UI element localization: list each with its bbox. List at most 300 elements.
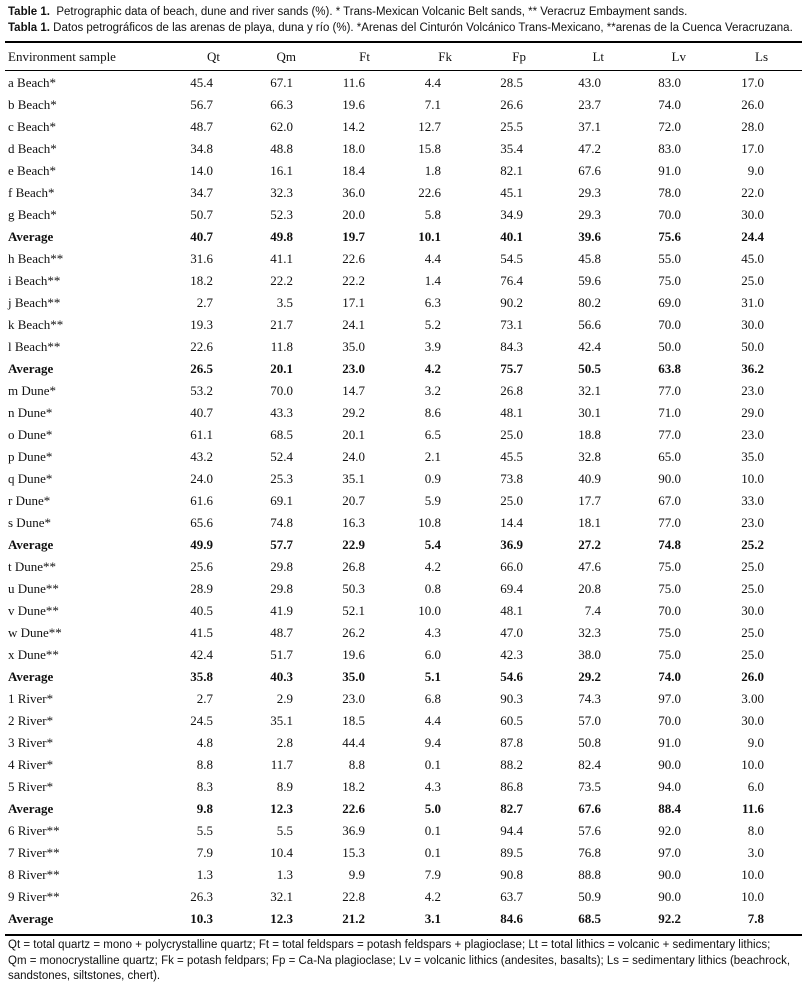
cell-ft: 36.9 xyxy=(342,823,365,838)
cell-environment-sample: u Dune** xyxy=(8,581,59,596)
table-row xyxy=(5,380,802,402)
cell-fp: 54.6 xyxy=(500,669,523,684)
cell-ft: 35.0 xyxy=(342,669,365,684)
cell-qm: 5.5 xyxy=(276,823,293,838)
cell-fk: 10.0 xyxy=(418,603,441,618)
table-row xyxy=(5,864,802,886)
cell-ls: 30.0 xyxy=(741,207,764,222)
cell-qt: 65.6 xyxy=(190,515,213,530)
cell-ls: 30.0 xyxy=(741,713,764,728)
cell-qm: 41.9 xyxy=(270,603,293,618)
cell-lt: 32.3 xyxy=(578,625,601,640)
cell-ft: 50.3 xyxy=(342,581,365,596)
cell-fp: 89.5 xyxy=(500,845,523,860)
cell-ls: 25.0 xyxy=(741,625,764,640)
cell-lv: 78.0 xyxy=(658,185,681,200)
cell-qt: 61.1 xyxy=(190,427,213,442)
cell-lt: 76.8 xyxy=(578,845,601,860)
cell-ft: 9.9 xyxy=(348,867,365,882)
cell-environment-sample: c Beach* xyxy=(8,119,57,134)
cell-ls: 10.0 xyxy=(741,757,764,772)
table-row xyxy=(5,468,802,490)
cell-lv: 90.0 xyxy=(658,757,681,772)
cell-environment-sample: 4 River* xyxy=(8,757,54,772)
cell-padding xyxy=(764,842,802,864)
cell-ls: 25.0 xyxy=(741,273,764,288)
cell-qt: 10.3 xyxy=(190,911,213,926)
cell-ls: 11.6 xyxy=(741,801,764,816)
cell-environment-sample: Average xyxy=(8,911,54,926)
cell-fk: 4.2 xyxy=(424,559,441,574)
cell-environment-sample: g Beach* xyxy=(8,207,57,222)
table-row xyxy=(5,644,802,666)
cell-lv: 67.0 xyxy=(658,493,681,508)
cell-lt: 37.1 xyxy=(578,119,601,134)
cell-lt: 56.6 xyxy=(578,317,601,332)
table-row xyxy=(5,446,802,468)
cell-lt: 73.5 xyxy=(578,779,601,794)
cell-lv: 70.0 xyxy=(658,713,681,728)
cell-ft: 20.0 xyxy=(342,207,365,222)
average-row xyxy=(5,226,802,248)
cell-lv: 70.0 xyxy=(658,603,681,618)
cell-lv: 92.2 xyxy=(658,911,681,926)
cell-fp: 69.4 xyxy=(500,581,523,596)
cell-lt: 32.8 xyxy=(578,449,601,464)
cell-ls: 8.0 xyxy=(747,823,764,838)
cell-lt: 82.4 xyxy=(578,757,601,772)
cell-ls: 25.0 xyxy=(741,581,764,596)
cell-environment-sample: m Dune* xyxy=(8,383,57,398)
cell-fk: 3.1 xyxy=(424,911,441,926)
cell-fk: 0.8 xyxy=(424,581,441,596)
cell-ls: 10.0 xyxy=(741,471,764,486)
cell-padding xyxy=(764,864,802,886)
cell-qm: 21.7 xyxy=(270,317,293,332)
cell-qm: 11.8 xyxy=(270,339,293,354)
cell-ls: 35.0 xyxy=(741,449,764,464)
table-row xyxy=(5,94,802,116)
cell-environment-sample: 3 River* xyxy=(8,735,54,750)
cell-environment-sample: a Beach* xyxy=(8,75,57,90)
table-footnote xyxy=(8,938,800,985)
cell-qm: 51.7 xyxy=(270,647,293,662)
table-row xyxy=(5,622,802,644)
cell-padding xyxy=(764,160,802,182)
cell-environment-sample: 1 River* xyxy=(8,691,54,706)
table-row xyxy=(5,512,802,534)
cell-padding xyxy=(764,72,802,94)
cell-ft: 19.7 xyxy=(342,229,365,244)
cell-ls: 17.0 xyxy=(741,141,764,156)
cell-padding xyxy=(764,358,802,380)
cell-lt: 59.6 xyxy=(578,273,601,288)
cell-fk: 6.5 xyxy=(424,427,441,442)
cell-lt: 57.6 xyxy=(578,823,601,838)
cell-lv: 50.0 xyxy=(658,339,681,354)
cell-qm: 12.3 xyxy=(270,801,293,816)
cell-lt: 40.9 xyxy=(578,471,601,486)
cell-ls: 36.2 xyxy=(741,361,764,376)
cell-fp: 60.5 xyxy=(500,713,523,728)
cell-padding xyxy=(764,776,802,798)
cell-fp: 28.5 xyxy=(500,75,523,90)
cell-qt: 41.5 xyxy=(190,625,213,640)
cell-padding xyxy=(764,886,802,908)
cell-fk: 5.0 xyxy=(424,801,441,816)
cell-qt: 14.0 xyxy=(190,163,213,178)
cell-padding xyxy=(764,248,802,270)
table-row xyxy=(5,600,802,622)
table-row xyxy=(5,270,802,292)
table-row xyxy=(5,182,802,204)
cell-padding xyxy=(764,622,802,644)
cell-ft: 22.2 xyxy=(342,273,365,288)
cell-lt: 88.8 xyxy=(578,867,601,882)
cell-ft: 18.5 xyxy=(342,713,365,728)
cell-fp: 90.2 xyxy=(500,295,523,310)
cell-ls: 25.0 xyxy=(741,647,764,662)
cell-environment-sample: Average xyxy=(8,801,54,816)
caption-spanish-label: Tabla 1. xyxy=(8,22,50,34)
cell-lv: 74.8 xyxy=(658,537,681,552)
cell-lt: 29.3 xyxy=(578,207,601,222)
cell-fp: 54.5 xyxy=(500,251,523,266)
table-row xyxy=(5,820,802,842)
cell-fk: 0.1 xyxy=(424,757,441,772)
cell-qm: 2.8 xyxy=(276,735,293,750)
cell-fk: 4.4 xyxy=(424,713,441,728)
cell-lv: 91.0 xyxy=(658,735,681,750)
cell-ls: 10.0 xyxy=(741,889,764,904)
caption-english-text: Petrographic data of beach, dune and river sands (%). * Trans-Mexican Volcanic Belt sands, ** Veracruz Embayment sands. xyxy=(56,6,688,18)
cell-lv: 75.0 xyxy=(658,625,681,640)
cell-qm: 68.5 xyxy=(270,427,293,442)
cell-lv: 97.0 xyxy=(658,845,681,860)
cell-lt: 7.4 xyxy=(584,603,601,618)
table-caption xyxy=(8,4,803,36)
cell-padding xyxy=(764,446,802,468)
cell-lv: 75.0 xyxy=(658,581,681,596)
cell-ft: 17.1 xyxy=(342,295,365,310)
cell-environment-sample: Average xyxy=(8,669,54,684)
cell-padding xyxy=(764,688,802,710)
cell-qt: 53.2 xyxy=(190,383,213,398)
cell-fk: 0.9 xyxy=(424,471,441,486)
cell-ft: 24.0 xyxy=(342,449,365,464)
cell-fp: 36.9 xyxy=(500,537,523,552)
cell-qm: 69.1 xyxy=(270,493,293,508)
table-row xyxy=(5,402,802,424)
cell-fp: 88.2 xyxy=(500,757,523,772)
table-row xyxy=(5,688,802,710)
table-row xyxy=(5,578,802,600)
cell-fk: 5.1 xyxy=(424,669,441,684)
table-header-rule xyxy=(5,70,802,71)
cell-fp: 87.8 xyxy=(500,735,523,750)
cell-lv: 70.0 xyxy=(658,207,681,222)
cell-padding xyxy=(764,424,802,446)
cell-fp: 40.1 xyxy=(500,229,523,244)
cell-qt: 18.2 xyxy=(190,273,213,288)
cell-lv: 77.0 xyxy=(658,515,681,530)
cell-padding xyxy=(764,94,802,116)
cell-fp: 45.5 xyxy=(500,449,523,464)
cell-qm: 25.3 xyxy=(270,471,293,486)
average-row xyxy=(5,358,802,380)
cell-lt: 38.0 xyxy=(578,647,601,662)
cell-environment-sample: k Beach** xyxy=(8,317,64,332)
cell-fk: 4.4 xyxy=(424,251,441,266)
cell-lv: 69.0 xyxy=(658,295,681,310)
cell-qm: 10.4 xyxy=(270,845,293,860)
cell-ft: 19.6 xyxy=(342,97,365,112)
cell-qt: 25.6 xyxy=(190,559,213,574)
cell-ft: 22.6 xyxy=(342,801,365,816)
cell-environment-sample: 9 River** xyxy=(8,889,60,904)
cell-lv: 77.0 xyxy=(658,383,681,398)
table-bottom-rule xyxy=(5,934,802,936)
cell-fp: 73.1 xyxy=(500,317,523,332)
cell-lt: 50.5 xyxy=(578,361,601,376)
cell-qm: 20.1 xyxy=(270,361,293,376)
cell-qt: 4.8 xyxy=(196,735,213,750)
cell-lt: 50.8 xyxy=(578,735,601,750)
cell-qm: 3.5 xyxy=(276,295,293,310)
cell-environment-sample: s Dune* xyxy=(8,515,51,530)
cell-environment-sample: t Dune** xyxy=(8,559,57,574)
header-lt: Lt xyxy=(592,49,604,64)
cell-qm: 49.8 xyxy=(270,229,293,244)
cell-ls: 33.0 xyxy=(741,493,764,508)
cell-fk: 0.1 xyxy=(424,823,441,838)
cell-ls: 6.0 xyxy=(747,779,764,794)
table-row xyxy=(5,710,802,732)
cell-ls: 23.0 xyxy=(741,383,764,398)
cell-lv: 75.6 xyxy=(658,229,681,244)
cell-lv: 90.0 xyxy=(658,471,681,486)
cell-qm: 52.3 xyxy=(270,207,293,222)
cell-fp: 48.1 xyxy=(500,405,523,420)
cell-lt: 80.2 xyxy=(578,295,601,310)
cell-qt: 28.9 xyxy=(190,581,213,596)
cell-environment-sample: e Beach* xyxy=(8,163,57,178)
cell-fp: 84.3 xyxy=(500,339,523,354)
cell-fk: 4.2 xyxy=(424,889,441,904)
cell-fp: 76.4 xyxy=(500,273,523,288)
cell-qm: 12.3 xyxy=(270,911,293,926)
cell-qt: 22.6 xyxy=(190,339,213,354)
cell-lv: 71.0 xyxy=(658,405,681,420)
cell-ft: 11.6 xyxy=(342,75,365,90)
cell-ls: 50.0 xyxy=(741,339,764,354)
cell-environment-sample: q Dune* xyxy=(8,471,53,486)
cell-qt: 34.8 xyxy=(190,141,213,156)
caption-english xyxy=(8,4,803,20)
cell-fk: 3.9 xyxy=(424,339,441,354)
cell-environment-sample: Average xyxy=(8,229,54,244)
cell-qt: 34.7 xyxy=(190,185,213,200)
cell-qt: 49.9 xyxy=(190,537,213,552)
cell-qt: 40.7 xyxy=(190,405,213,420)
cell-environment-sample: Average xyxy=(8,361,54,376)
table-row xyxy=(5,490,802,512)
cell-qm: 16.1 xyxy=(270,163,293,178)
cell-padding xyxy=(764,710,802,732)
cell-qm: 11.7 xyxy=(270,757,293,772)
cell-environment-sample: r Dune* xyxy=(8,493,51,508)
average-row xyxy=(5,798,802,820)
cell-lv: 63.8 xyxy=(658,361,681,376)
cell-fk: 4.2 xyxy=(424,361,441,376)
cell-fk: 4.4 xyxy=(424,75,441,90)
cell-qm: 57.7 xyxy=(270,537,293,552)
cell-environment-sample: 8 River** xyxy=(8,867,60,882)
header-ft: Ft xyxy=(359,49,370,64)
cell-ft: 35.1 xyxy=(342,471,365,486)
table-row xyxy=(5,138,802,160)
cell-lt: 32.1 xyxy=(578,383,601,398)
cell-padding xyxy=(764,754,802,776)
cell-padding xyxy=(764,600,802,622)
cell-environment-sample: p Dune* xyxy=(8,449,53,464)
cell-environment-sample: f Beach* xyxy=(8,185,55,200)
cell-qt: 35.8 xyxy=(190,669,213,684)
footnote-line-3: sandstones, siltstones, chert). xyxy=(8,970,161,982)
average-row xyxy=(5,534,802,556)
cell-qm: 41.1 xyxy=(270,251,293,266)
cell-environment-sample: i Beach** xyxy=(8,273,61,288)
cell-ft: 16.3 xyxy=(342,515,365,530)
cell-qm: 70.0 xyxy=(270,383,293,398)
cell-fp: 73.8 xyxy=(500,471,523,486)
average-row xyxy=(5,666,802,688)
cell-lv: 88.4 xyxy=(658,801,681,816)
cell-qt: 8.8 xyxy=(196,757,213,772)
header-lv: Lv xyxy=(671,49,686,64)
cell-ft: 24.1 xyxy=(342,317,365,332)
table-row xyxy=(5,776,802,798)
cell-lt: 29.3 xyxy=(578,185,601,200)
table-row xyxy=(5,336,802,358)
cell-lv: 74.0 xyxy=(658,97,681,112)
cell-fp: 66.0 xyxy=(500,559,523,574)
cell-padding xyxy=(764,226,802,248)
cell-qm: 48.8 xyxy=(270,141,293,156)
cell-ft: 14.2 xyxy=(342,119,365,134)
cell-ls: 25.2 xyxy=(741,537,764,552)
table-row xyxy=(5,754,802,776)
cell-environment-sample: h Beach** xyxy=(8,251,64,266)
cell-fk: 7.9 xyxy=(424,867,441,882)
cell-ft: 44.4 xyxy=(342,735,365,750)
cell-ft: 35.0 xyxy=(342,339,365,354)
cell-padding xyxy=(764,908,802,930)
cell-ft: 29.2 xyxy=(342,405,365,420)
footnote-line-1: Qt = total quartz = mono + polycrystalline quartz; Ft = total feldspars = potash feldspars + plagioclase; Lt = total lithics = volcanic + sedimentary lithics; xyxy=(8,939,771,951)
cell-padding xyxy=(764,534,802,556)
cell-fp: 90.8 xyxy=(500,867,523,882)
cell-lt: 18.1 xyxy=(578,515,601,530)
cell-padding xyxy=(764,512,802,534)
cell-ft: 15.3 xyxy=(342,845,365,860)
cell-lv: 83.0 xyxy=(658,141,681,156)
header-qt: Qt xyxy=(207,49,220,64)
cell-lv: 75.0 xyxy=(658,647,681,662)
cell-ft: 22.6 xyxy=(342,251,365,266)
cell-qm: 8.9 xyxy=(276,779,293,794)
cell-lv: 94.0 xyxy=(658,779,681,794)
cell-lv: 55.0 xyxy=(658,251,681,266)
cell-ls: 10.0 xyxy=(741,867,764,882)
cell-padding xyxy=(764,490,802,512)
cell-lt: 50.9 xyxy=(578,889,601,904)
table-row xyxy=(5,72,802,94)
cell-fk: 5.9 xyxy=(424,493,441,508)
cell-fk: 6.8 xyxy=(424,691,441,706)
cell-ls: 45.0 xyxy=(741,251,764,266)
cell-qm: 32.3 xyxy=(270,185,293,200)
cell-qt: 1.3 xyxy=(196,867,213,882)
cell-fp: 25.0 xyxy=(500,493,523,508)
cell-environment-sample: 7 River** xyxy=(8,845,60,860)
cell-ft: 26.2 xyxy=(342,625,365,640)
cell-qm: 66.3 xyxy=(270,97,293,112)
cell-fp: 47.0 xyxy=(500,625,523,640)
cell-qm: 40.3 xyxy=(270,669,293,684)
cell-qt: 56.7 xyxy=(190,97,213,112)
cell-lt: 47.2 xyxy=(578,141,601,156)
cell-ft: 26.8 xyxy=(342,559,365,574)
cell-fk: 5.4 xyxy=(424,537,441,552)
cell-padding xyxy=(764,380,802,402)
cell-lv: 75.0 xyxy=(658,559,681,574)
cell-fk: 3.2 xyxy=(424,383,441,398)
cell-fp: 35.4 xyxy=(500,141,523,156)
cell-environment-sample: 6 River** xyxy=(8,823,60,838)
cell-qt: 26.3 xyxy=(190,889,213,904)
cell-lt: 20.8 xyxy=(578,581,601,596)
cell-qt: 40.7 xyxy=(190,229,213,244)
cell-qt: 48.7 xyxy=(190,119,213,134)
cell-qm: 74.8 xyxy=(270,515,293,530)
petrographic-data-table xyxy=(5,72,802,930)
cell-fp: 14.4 xyxy=(500,515,523,530)
cell-environment-sample: 5 River* xyxy=(8,779,54,794)
cell-ft: 18.4 xyxy=(342,163,365,178)
cell-qt: 2.7 xyxy=(196,691,213,706)
cell-lv: 90.0 xyxy=(658,867,681,882)
cell-ft: 21.2 xyxy=(342,911,365,926)
cell-fp: 90.3 xyxy=(500,691,523,706)
cell-fp: 75.7 xyxy=(500,361,523,376)
table-row xyxy=(5,732,802,754)
cell-lv: 92.0 xyxy=(658,823,681,838)
cell-qt: 8.3 xyxy=(196,779,213,794)
cell-lv: 83.0 xyxy=(658,75,681,90)
cell-fk: 2.1 xyxy=(424,449,441,464)
cell-lt: 42.4 xyxy=(578,339,601,354)
table-row xyxy=(5,248,802,270)
cell-lt: 18.8 xyxy=(578,427,601,442)
cell-fk: 7.1 xyxy=(424,97,441,112)
cell-ft: 20.7 xyxy=(342,493,365,508)
cell-lv: 74.0 xyxy=(658,669,681,684)
cell-qm: 1.3 xyxy=(276,867,293,882)
cell-fp: 42.3 xyxy=(500,647,523,662)
cell-qm: 32.1 xyxy=(270,889,293,904)
cell-padding xyxy=(764,644,802,666)
